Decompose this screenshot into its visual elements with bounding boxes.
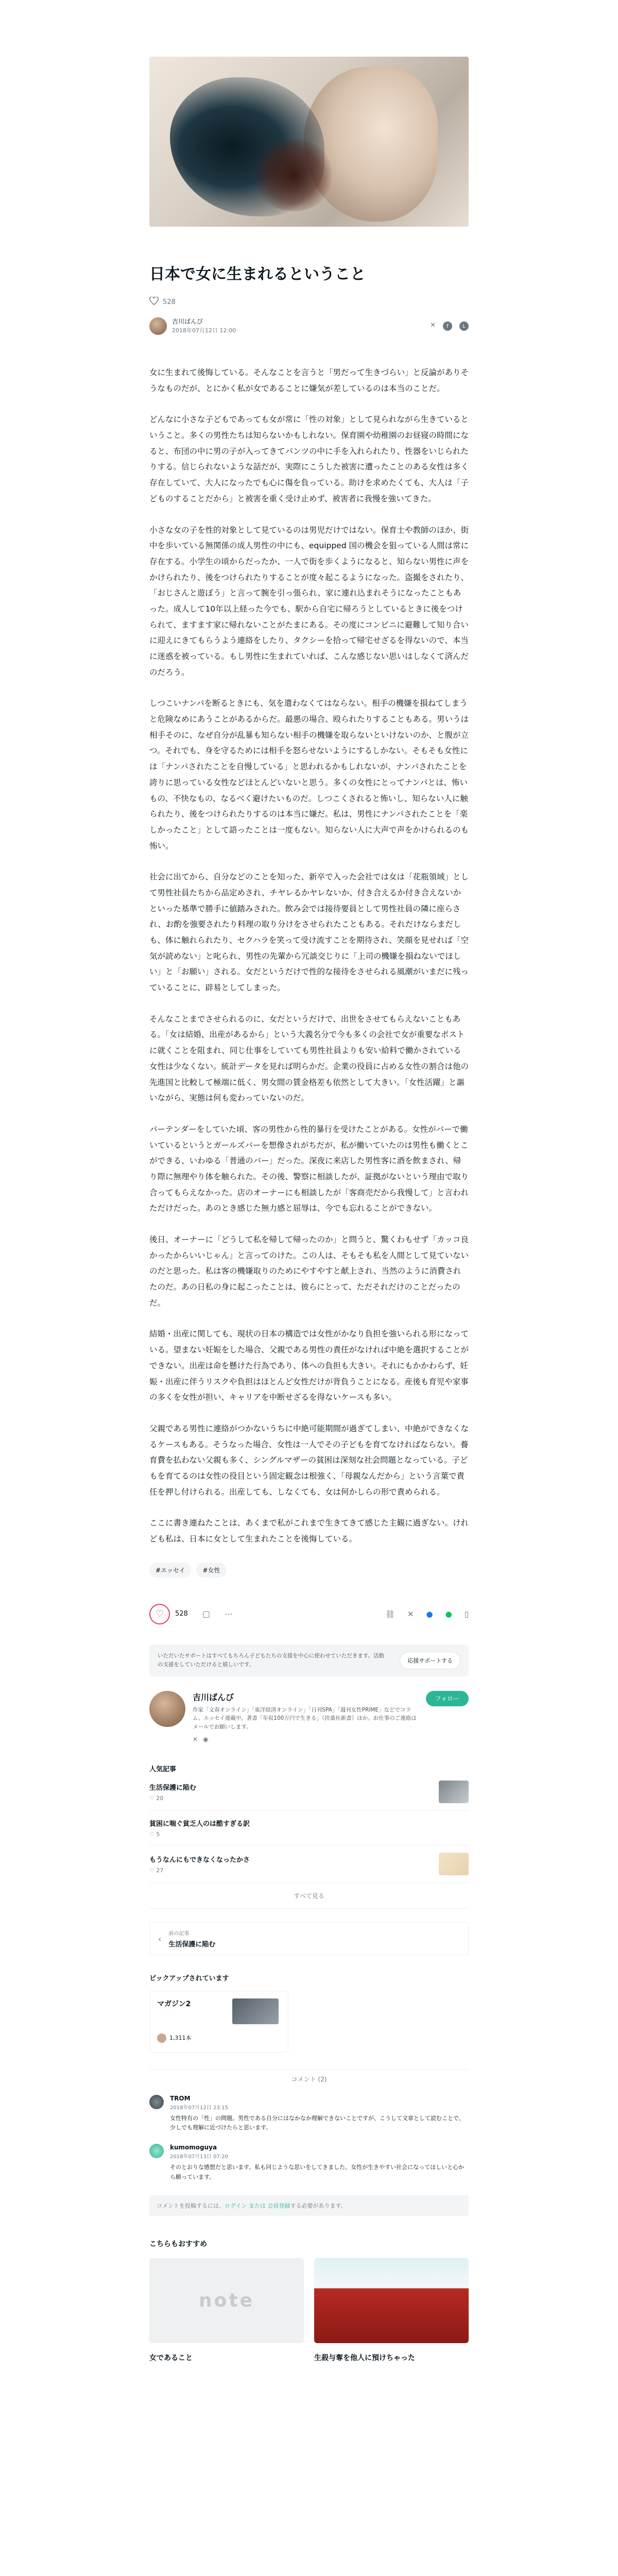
recommend-card[interactable] xyxy=(149,2258,304,2363)
popular-item[interactable] xyxy=(149,1811,469,1845)
chevron-left-icon: ‹ xyxy=(158,1934,162,1944)
paragraph: 後日、オーナーに「どうして私を帰して帰ったのか」と問うと、驚くわもせず「カッコ良かったからいいじゃん」と言ってのけた。この人は、そもそも私を人間として見ていないのだと思った。私は客の機嫌取りのためにやすやすと献上され、当然のように消費されたのだ。あの日私の身に起こったことは、彼らにとって、ただそれだけのことだったのだ。 xyxy=(149,1235,469,1308)
hero-ink-splash-secondary xyxy=(252,139,335,211)
popular-item-likes: ♡ 20 xyxy=(149,1795,164,1802)
support-text: いただいたサポートはすべてもちろん子どもたちの支援を中心に使わせていただきます。活動の支援をしていただけると嬉しいです。 xyxy=(158,1652,384,1668)
like-button[interactable] xyxy=(149,1604,170,1624)
popular-thumbnail xyxy=(439,1853,469,1875)
follow-button[interactable]: フォロー xyxy=(426,1691,469,1706)
comment-icon[interactable]: ▢ xyxy=(202,1609,210,1619)
comment-text: 女性特有の「性」の問題。男性である自分にはなかなか理解できないことですが、こうして文章として読むことで、少しでも理解に近づけたらと思います。 xyxy=(170,2115,465,2131)
profile-description: 作家「文春オンライン」「東洋経済オンライン」「日刊SPA」「週刊女性PRIME」などでコラム、エッセイ連載中。著書「年収100万円で生きる」（扶桑社新書）ほか。お仕事のご連絡はメールでお願いします。 xyxy=(193,1706,417,1731)
recommend-card[interactable] xyxy=(314,2258,469,2363)
recommend-title: こちらもおすすめ xyxy=(149,2240,208,2248)
login-prefix: コメントを投稿するには、 xyxy=(157,2202,225,2209)
like-count: 528 xyxy=(163,298,176,306)
comment-date: 2018年07月13日 07:20 xyxy=(170,2154,228,2160)
prev-label: 前の記事 xyxy=(168,1931,190,1937)
paragraph: 社会に出てから、自分などのことを知った、新卒で入った会社では女は「花瓶領域」として男性社員たちから品定めされ、チヤレるかヤレないか、付き合えるか付き合えないかといった基準で勝手に値踏みされた。飲み会では接待要員として男性社員の隣に座らされ、お酌を強要されたり料理の取り分けをさせられたこともある。それだけならまだしも、体に触れられたり、セクハラを笑って受け流すことを期待され、笑顔を見せれば「空気が読めない」と叱られ、男性の先輩から冗談交じりに「上司の機嫌を損ねないでほしい」と「お願い」される。女だというだけで性的な接待をさせられる風潮がいまだに残っていることに、辟易としてしまった。 xyxy=(149,872,469,993)
action-share-icons xyxy=(385,1609,469,1619)
recommend-card-title: 女であること xyxy=(149,2353,193,2362)
magazine-card[interactable] xyxy=(149,1991,288,2053)
link-icon[interactable]: ⛓ xyxy=(385,1609,395,1619)
tag[interactable]: #エッセイ xyxy=(149,1563,191,1578)
popular-list xyxy=(149,1773,469,1883)
facebook-share-icon[interactable]: ● xyxy=(426,1609,433,1619)
rss-icon[interactable]: ◉ xyxy=(203,1736,209,1743)
article-title: 日本で女に生まれるということ xyxy=(149,265,366,283)
paragraph: 小さな女の子を性的対象として見ているのは男児だけではない。保育士や教師のほか、街中を歩いている無関係の成人男性の中にも、equipped 国の機会を狙っている人間は常に存在する。小学生の頃からだったか、一人で街を歩くようになると、知らない男性に声をかけられたり、後をつけられたりすることが度々起こるようになった。盗撮をされたり、「おじさんと遊ぼう」と言って腕を引っ張られ、家に連れ込まれそうになったこともあった。成人して10年以上経った今でも、駅から自宅に帰ろうとしているときに後をつけられて、ますます家に帰れないことがたまにある。その度にコンビニに避難して知り合いに迎えにきてもらうよう連絡をしたり、タクシーを拾って帰宅せざるを得ないので、本当に迷惑を被っている。もし男性に生まれていれば、こんな感じない思いはしなくて済んだのだろう。 xyxy=(149,525,469,677)
login-suffix: する必要があります。 xyxy=(290,2202,347,2209)
author-avatar[interactable] xyxy=(149,317,167,335)
prev-title: 生活保護に陥む xyxy=(168,1941,216,1949)
commenter-name[interactable]: kumomoguya xyxy=(170,2144,217,2151)
magazine-title: マガジン2 xyxy=(157,2000,191,2009)
commenter-name[interactable]: TROM xyxy=(170,2095,191,2103)
comment-list xyxy=(149,2095,469,2182)
heart-icon[interactable] xyxy=(149,297,159,307)
magazine-image xyxy=(232,1998,279,2024)
paragraph: 女に生まれて後悔している。そんなことを言うと「男だって生きづらい」と反論がありそうなものだが、とにかく私が女であることに嫌気が差しているのは本当のことだ。 xyxy=(149,368,469,393)
bookmark-icon[interactable]: ▯ xyxy=(464,1609,469,1619)
recommend-card-title: 生殺与奪を他人に預けちゃった xyxy=(314,2353,415,2362)
popular-title: 人気記事 xyxy=(149,1766,177,1774)
profile-social-links xyxy=(193,1736,419,1743)
paragraph: しつこいナンパを断るときにも、気を遣わなくてはならない。相手の機嫌を損ねてしまうと危険なめにあうことがあるからだ。最悪の場合、殴られたりすることもある。男いうは相手そのに、なぜ自分が乱暴も知らない相手の機嫌を取らないといけないのか、と腹が立つ。それでも、身を守るためには相手を怒らせないようにするしかない。そもそも女性には「ナンパされたことを自慢している」と思われるかもしれないが、ナンパされたことを誇りに思っている女性などほとんどいないと思う。多くの女性にとってナンパとは、怖いもの、不快なもの、なるべく避けたいものだ。しつこくされると怖いし、知らない人に触られたり、後をつけられたりするのは本当に嫌だ。私は、男性にナンパされたことを「楽しかったこと」として語ったことは一度もない。知らない人に大声で声をかけられるのも怖い。 xyxy=(149,699,469,851)
picked-title: ピックアップされています xyxy=(149,1975,229,1983)
paragraph: 結婚・出産に関しても、現状の日本の構造では女性がかなり負担を強いられる形になっている。望まない妊娠をした場合、父親である男性の責任がなければ中絶を選択することができない。出産は命を懸けた行為であり、体への負担も大きい。それにもかかわらず、妊娠・出産に伴うリスクや負担はほとんど女性だけが背負うことになる。産後も育児や家事の多くを女性が担い、キャリアを中断せざるを得ないケースも多い。 xyxy=(149,1329,469,1402)
x-share-icon[interactable]: ✕ xyxy=(407,1609,414,1619)
recommend-image: note xyxy=(149,2258,304,2343)
profile-info xyxy=(193,1691,419,1743)
popular-item-likes: ♡ 5 xyxy=(149,1831,160,1838)
profile-avatar[interactable] xyxy=(149,1691,185,1727)
article-body xyxy=(149,365,469,1547)
login-link[interactable]: ログイン または 会員登録 xyxy=(225,2202,290,2209)
support-box xyxy=(149,1645,469,1676)
comment-text: そのとおりな感想だと思います。私も同じような思いをしてきました。女性が生きやすい社会になってほしいと心から願っています。 xyxy=(170,2164,465,2180)
comment xyxy=(149,2144,469,2181)
action-bar xyxy=(149,1601,469,1627)
facebook-share-icon[interactable]: f xyxy=(443,321,452,331)
comments-header[interactable]: コメント (2) xyxy=(149,2069,469,2083)
heart-icon: ♡ xyxy=(155,1608,164,1620)
like-count: 528 xyxy=(175,1610,188,1618)
paragraph: パーテンダーをしていた頃、客の男性から性的暴行を受けたことがある。女性がバーで働いているというとガールズバーを想像されがちだが、私が働いていたのは男性も働くとこができる、いわゆる「普通のバー」だった。深夜に来店した男性客に酒を飲まされ、帰り際に無理やり体を触られた。その後、警察に相談したが、証拠がないという理由で取り合ってもらえなかった。店のオーナーにも相談したが「客商売だから我慢して」と言われただけだった。あのとき感じた無力感と屈辱は、今でも忘れることができない。 xyxy=(149,1124,469,1213)
comment-date: 2018年07月12日 23:15 xyxy=(170,2105,228,2111)
recommend-image xyxy=(314,2258,469,2343)
x-icon[interactable]: ✕ xyxy=(193,1736,198,1743)
popular-item-likes: ♡ 27 xyxy=(149,1867,164,1874)
support-button[interactable]: 応援サポートする xyxy=(400,1652,460,1669)
line-share-icon[interactable]: L xyxy=(459,321,469,331)
article-column xyxy=(149,57,469,2363)
paragraph: 父親である男性に連絡がつかないうちに中絶可能期間が過ぎてしまい、中絶ができなくなるケースもある。そうなった場合、女性は一人でその子どもを育てなければならない。養育費を払わない父親も多く、シングルマザーの貧困は深刻な社会問題となっている。子どもを育てるのは女性の役目という固定観念は根強く、「母親なんだから」という言葉で責任を押し付けられる。出産しても、しなくても、女は何かしらの形で責められる。 xyxy=(149,1423,469,1497)
popular-item-title: 生活保護に陥む xyxy=(149,1784,197,1792)
paragraph: そんなことまでさせられるのに、女だというだけで、出世をさせてもらえないこともある。「女は結婚、出産があるから」という大義名分で今も多くの会社で女が重要なポストに就くことを阻まれ、同じ仕事をしていても男性社員よりも安い給料で働かされている女性は少なくない。統計データを見れば明らかだ。企業の役員に占める女性の割合は他の先進国と比較して極端に低く、男女間の賃金格差も依然として大きい。「女性活躍」と謳いながら、実態は何も変わっていないのだ。 xyxy=(149,1014,469,1103)
author-profile xyxy=(149,1691,469,1743)
prev-article-link[interactable] xyxy=(149,1922,469,1955)
popular-item[interactable] xyxy=(149,1845,469,1883)
author-meta xyxy=(172,317,236,334)
popular-item-title: 貧困に喘ぐ貧乏人のは酷すぎる訳 xyxy=(149,1820,250,1828)
paragraph: ここに書き連ねたことは、あくまで私がこれまで生きてきて感じた主観に過ぎない。けれども私は、日本に女として生まれたことを後悔している。 xyxy=(149,1518,469,1544)
see-all-link[interactable]: すべて見る xyxy=(149,1891,469,1909)
x-share-icon[interactable]: ✕ xyxy=(430,321,436,329)
line-share-icon[interactable]: ● xyxy=(445,1609,452,1619)
likes-row xyxy=(149,297,469,307)
commenter-avatar[interactable] xyxy=(149,2095,164,2109)
popular-item-title: もうなんにもできなくなったかさ xyxy=(149,1856,250,1865)
share-icons xyxy=(430,321,469,331)
magazine-count: 1,311本 xyxy=(157,2033,192,2043)
paragraph: どんなに小さな子どもであっても女が常に「性の対象」として見られながら生きているということ。多くの男性たちは知らないかもしれない。保育園や幼稚園のお昼寝の時間になると、布団の中に男の子が入ってきてパンツの中に手を入れられたり、性器をいじられたりする。信じられないような話だが、実際にこうした被害に遭ったことのある女性は多く存在していて、大人になったでも心に傷を負っている。助けを求めたくても、大人は「子どものすることだから」と被害を重く受け止めず、被害者に我慢を強いてきた。 xyxy=(149,415,469,503)
comment xyxy=(149,2095,469,2132)
more-icon[interactable]: ⋯ xyxy=(224,1609,233,1619)
hero-image xyxy=(149,57,469,227)
profile-name[interactable]: 吉川ばんび xyxy=(193,1692,234,1702)
author-row xyxy=(149,317,469,335)
tag-list xyxy=(149,1563,469,1578)
tag[interactable]: #女性 xyxy=(196,1563,226,1578)
recommend-grid xyxy=(149,2258,469,2363)
popular-thumbnail xyxy=(439,1781,469,1803)
login-note xyxy=(149,2195,469,2216)
publish-date: 2018年07月12日 12:00 xyxy=(172,327,236,334)
author-name[interactable]: 吉川ばんび xyxy=(172,318,203,326)
commenter-avatar[interactable] xyxy=(149,2144,164,2158)
popular-item[interactable] xyxy=(149,1773,469,1811)
magazine-avatar xyxy=(157,2033,166,2043)
